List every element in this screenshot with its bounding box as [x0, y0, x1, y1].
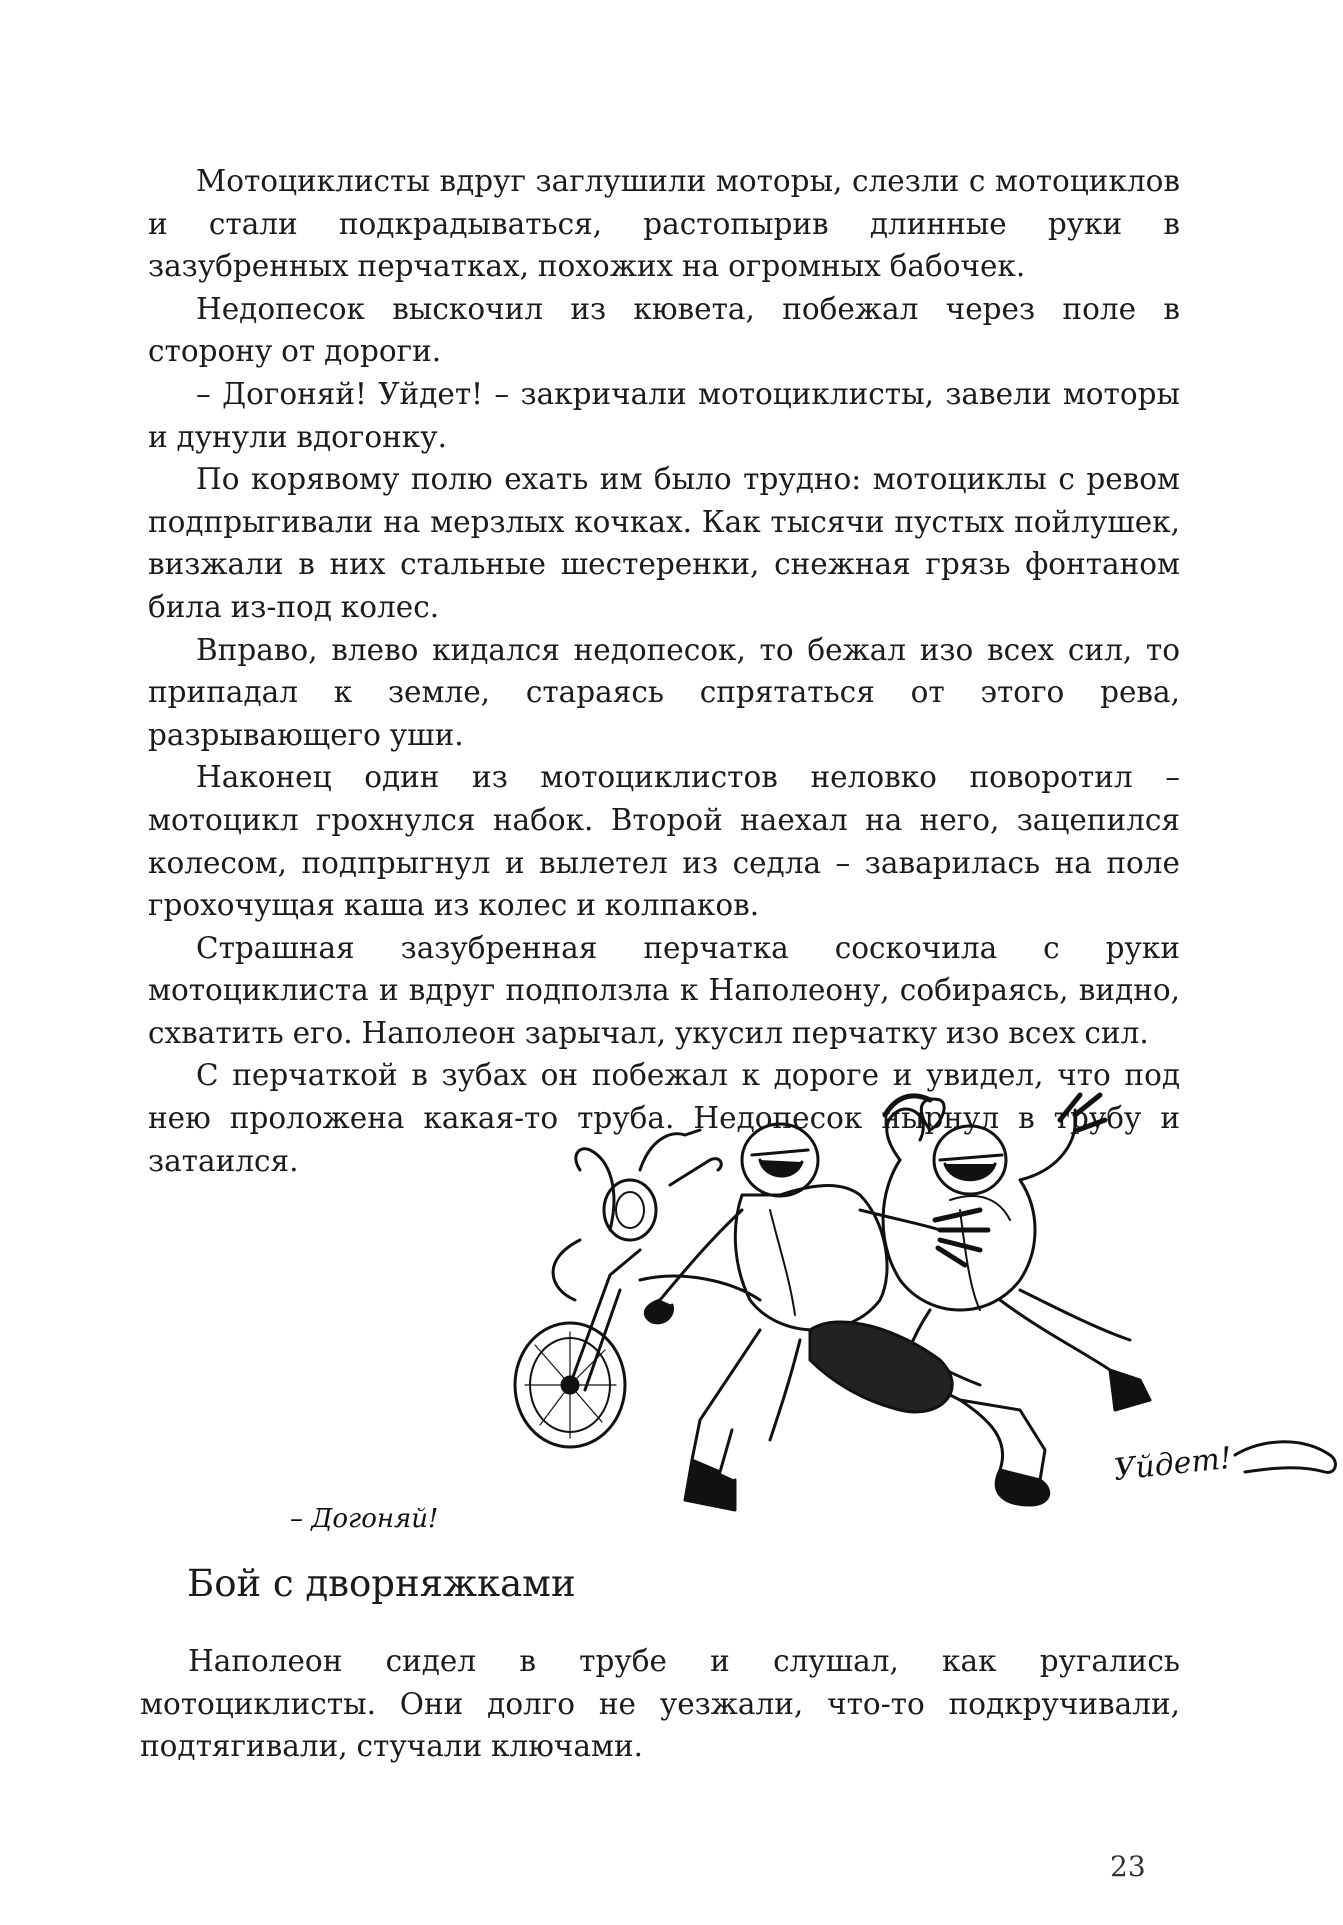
fox-drawing — [1235, 1442, 1335, 1473]
dust-cloud-drawing — [810, 1322, 952, 1412]
paragraph: По корявому полю ехать им было трудно: мотоциклы с ревом подпрыгивали на мерзлых кочках. Как тысячи пустых пойлушек, визжали в них стальные шестеренки, снежная грязь фонтаном била из-под колес. — [148, 462, 1180, 624]
caption-left: – Догоняй! — [290, 1504, 439, 1534]
paragraph: Страшная зазубренная перчатка соскочила с руки мотоциклиста и вдруг подползла к Наполеону, собираясь, видно, схватить его. Наполеон зарычал, укусил перчатку изо всех сил. — [148, 930, 1180, 1050]
paragraph: Наполеон сидел в трубе и слушал, как ругались мотоциклисты. Они долго не уезжали, что-то подкручивали, подтягивали, стучали ключами. — [140, 1644, 1180, 1764]
motorcycle-drawing — [515, 1130, 760, 1447]
paragraph: Мотоциклисты вдруг заглушили моторы, слезли с мотоциклов и стали подкрадываться, растопырив длинные руки в зазубренных перчатках, похожих на огромных бабочек. — [148, 164, 1180, 284]
chapter-text — [140, 1640, 1180, 1768]
chapter-title: Бой с дворняжками — [187, 1562, 576, 1605]
rider-one-drawing — [645, 1124, 1048, 1510]
paragraph: Недопесок выскочил из кювета, побежал через поле в сторону от дороги. — [148, 291, 1180, 369]
caption-right: Уйдет! — [1112, 1440, 1234, 1488]
motorcyclists-illustration — [290, 1100, 1343, 1540]
page-number: 23 — [1110, 1850, 1146, 1883]
paragraph: С перчаткой в зубах он побежал к дороге и увидел, что под нею проложена какая-то труба. Недопесок нырнул в трубу и затаился. — [148, 1058, 1180, 1178]
paragraph: Наконец один из мотоциклистов неловко поворотил – мотоцикл грохнулся набок. Второй наехал на него, зацепился колесом, подпрыгнул и вылетел из седла – заварилась на поле грохочущая каша из колес и колпаков. — [148, 760, 1180, 923]
main-text — [148, 160, 1180, 1182]
paragraph: Вправо, влево кидался недопесок, то бежал изо всех сил, то припадал к земле, стараясь спрятаться от этого рева, разрывающего уши. — [148, 632, 1180, 752]
paragraph: – Догоняй! Уйдет! – закричали мотоциклисты, завели моторы и дунули вдогонку. — [148, 376, 1180, 454]
